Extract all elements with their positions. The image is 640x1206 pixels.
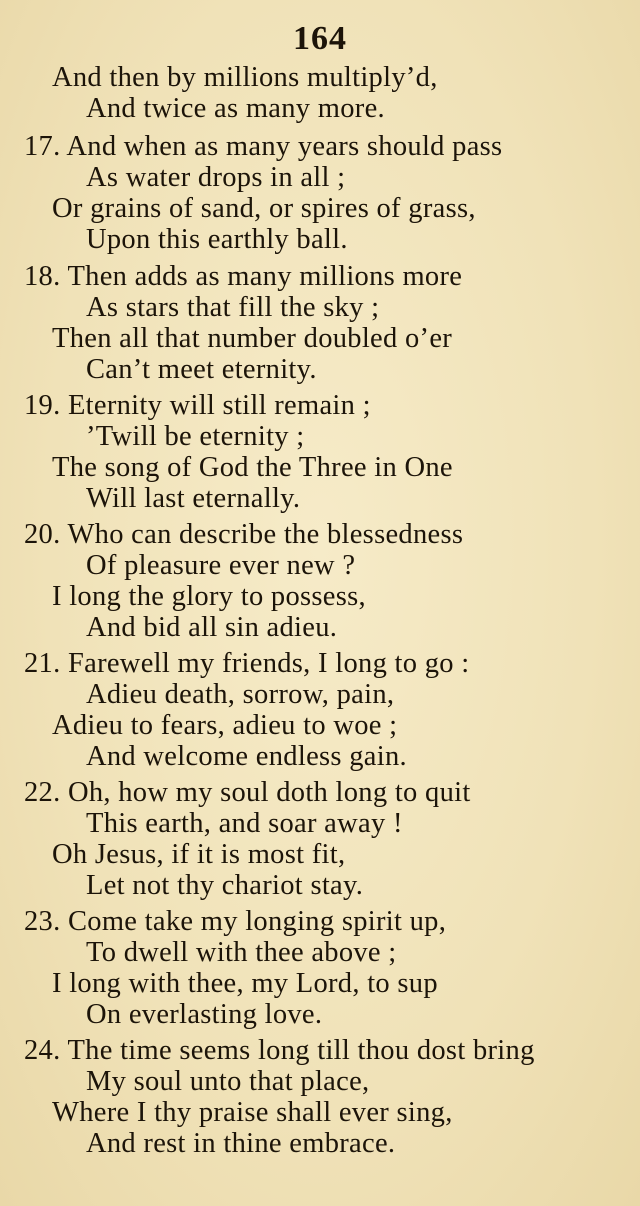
verse-21-line-3: Adieu to fears, adieu to woe ; [52, 710, 398, 741]
verse-24-line-3: Where I thy praise shall ever sing, [52, 1097, 453, 1128]
page-number: 164 [293, 20, 347, 57]
verse-17-line-4: Upon this earthly ball. [86, 224, 348, 255]
verse-19-line-1: 19. Eternity will still remain ; [24, 390, 371, 421]
verse-19-line-4: Will last eternally. [86, 483, 301, 514]
verse-number: 20. [24, 519, 61, 550]
verse-23-line-2: To dwell with thee above ; [86, 937, 397, 968]
verse-23-line-4: On everlasting love. [86, 999, 323, 1030]
verse-18-line-2: As stars that fill the sky ; [86, 292, 380, 323]
verse-22-line-2: This earth, and soar away ! [86, 808, 403, 839]
verse-22-line-3: Oh Jesus, if it is most fit, [52, 839, 346, 870]
verse-number: 17. [24, 131, 61, 162]
verse-24-line-2: My soul unto that place, [86, 1066, 370, 1097]
verse-23-line-1: 23. Come take my longing spirit up, [24, 906, 447, 937]
intro-line-1: And then by millions multiply’d, [52, 62, 438, 93]
verse-20-line-2: Of pleasure ever new ? [86, 550, 356, 581]
verse-22-line-1: 22. Oh, how my soul doth long to quit [24, 777, 471, 808]
verse-number: 22. [24, 777, 61, 808]
verse-number: 23. [24, 906, 61, 937]
verse-24-line-1: 24. The time seems long till thou dost bring [24, 1035, 535, 1066]
verse-number: 19. [24, 390, 61, 421]
verse-19-line-3: The song of God the Three in One [52, 452, 453, 483]
verse-22-line-4: Let not thy chariot stay. [86, 870, 364, 901]
verse-21-line-4: And welcome endless gain. [86, 741, 407, 772]
verse-21-line-2: Adieu death, sorrow, pain, [86, 679, 395, 710]
verse-number: 24. [24, 1035, 61, 1066]
verse-18-line-4: Can’t meet eternity. [86, 354, 317, 385]
verse-23-line-3: I long with thee, my Lord, to sup [52, 968, 438, 999]
verse-number: 21. [24, 648, 61, 679]
verse-20-line-1: 20. Who can describe the blessedness [24, 519, 464, 550]
verse-20-line-4: And bid all sin adieu. [86, 612, 338, 643]
verse-18-line-3: Then all that number doubled o’er [52, 323, 453, 354]
verse-20-line-3: I long the glory to possess, [52, 581, 366, 612]
intro-line-2: And twice as many more. [86, 93, 385, 124]
verse-19-line-2: ’Twill be eternity ; [86, 421, 305, 452]
verse-17-line-1: 17. And when as many years should pass [24, 131, 503, 162]
verse-17-line-3: Or grains of sand, or spires of grass, [52, 193, 476, 224]
verse-18-line-1: 18. Then adds as many millions more [24, 261, 463, 292]
verse-24-line-4: And rest in thine embrace. [86, 1128, 396, 1159]
verse-17-line-2: As water drops in all ; [86, 162, 346, 193]
verse-number: 18. [24, 261, 61, 292]
verse-21-line-1: 21. Farewell my friends, I long to go : [24, 648, 470, 679]
